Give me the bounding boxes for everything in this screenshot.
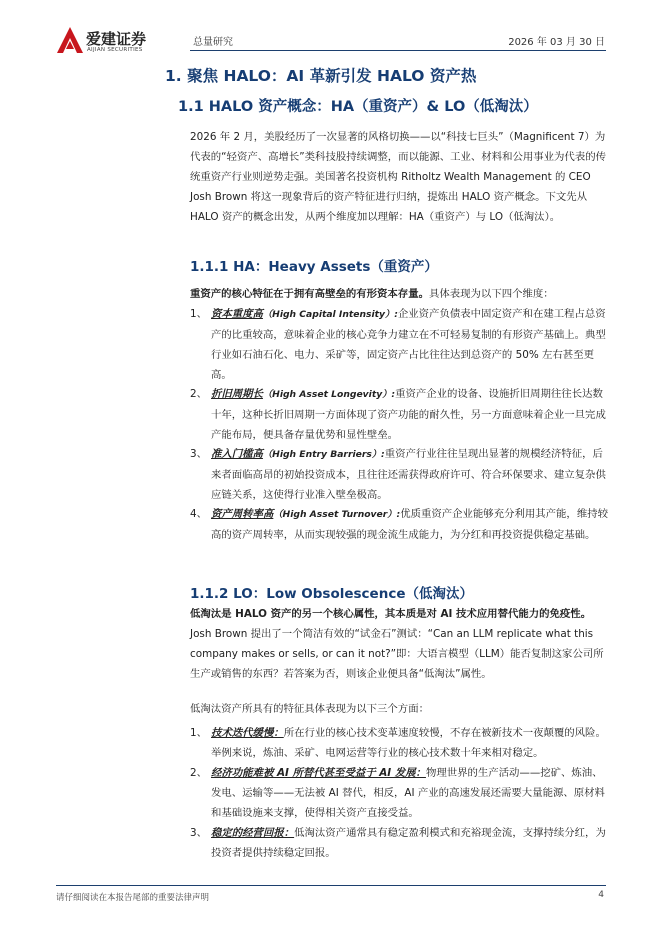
list-keyword: 经济功能难被 AI 所替代甚至受益于 AI 发展：	[211, 767, 426, 779]
ha-lead-bold: 重资产的核心特征在于拥有高壁垒的有形资本存量。	[190, 288, 429, 300]
list-text: 重资产企业的设备、设施折旧周期往往长达数十年，这种长折旧周期一方面体现了资产功能的耐久性，另一方面意味着企业一旦完成产能布局，便具备存量优势和显性壁垒。	[211, 388, 606, 441]
ha-list-item	[190, 304, 608, 385]
lo-lead-bold: 低淘汰是 HALO 资产的另一个核心属性，其本质是对 AI 技术应用替代能力的免疫性。	[190, 608, 592, 620]
lo-list-item	[190, 823, 608, 863]
list-text: 优质重资产企业能够充分利用其产能，维持较高的资产周转率，从而实现较强的现金流生成能力，为分红和再投资提供稳定基础。	[211, 508, 608, 541]
page-number: 4	[598, 890, 604, 900]
ha-list-item	[190, 384, 608, 445]
list-keyword-en: （High Asset Longevity）:	[262, 389, 396, 400]
list-keyword-en: （High Capital Intensity）:	[262, 309, 398, 320]
list-number: 2、	[190, 388, 208, 400]
list-keyword: 资本重度高	[211, 308, 263, 320]
intro-paragraph	[190, 127, 608, 227]
list-number: 2、	[190, 767, 208, 779]
logo-mark-icon	[56, 26, 84, 54]
list-number: 3、	[190, 448, 208, 460]
list-keyword: 资产周转率高	[211, 508, 274, 520]
lo-list-item	[190, 763, 608, 823]
lo-intro2	[190, 699, 608, 719]
lo-intro2-text: 低淘汰资产所具有的特征具体表现为以下三个方面：	[190, 703, 429, 715]
lo-list-item	[190, 723, 608, 763]
header-divider	[190, 50, 606, 51]
legal-notice: 请仔细阅读在本报告尾部的重要法律声明	[56, 893, 210, 903]
section-heading-1-1: 1.1 HALO 资产概念：HA（重资产）& LO（低淘汰）	[178, 99, 538, 115]
list-number: 1、	[190, 308, 208, 320]
ha-lead	[190, 284, 608, 304]
report-date: 2026 年 03 月 30 日	[508, 37, 605, 48]
list-keyword-en: （High Asset Turnover）:	[273, 509, 401, 520]
list-keyword: 技术迭代缓慢：	[211, 727, 284, 739]
list-text: 低淘汰资产通常具有稳定盈利模式和充裕现金流，支撑持续分红，为投资者提供持续稳定回报。	[211, 827, 606, 859]
ha-lead-rest: 具体表现为以下四个维度：	[428, 288, 554, 300]
section-heading-1-1-1: 1.1.1 HA：Heavy Assets（重资产）	[190, 259, 438, 275]
list-text: 物理世界的生产活动——挖矿、炼油、发电、运输等——无法被 AI 替代，相反，AI 产业的高速发展还需要大量能源、原材料和基础设施来支撑，使得相关资产直接受益。	[211, 767, 605, 819]
list-text: 企业资产负债表中固定资产和在建工程占总资产的比重较高，意味着企业的核心竞争力建立在不可轻易复制的有形资产基础上。典型行业如石油石化、电力、采矿等，固定资产占比往往达到总资产的 50% 左右甚至更高。	[211, 308, 606, 381]
list-keyword-en: （High Entry Barriers）:	[262, 449, 385, 460]
intro-text: 2026 年 2 月，美股经历了一次显著的风格切换——以“科技七巨头”（Magnificent 7）为代表的“轻资产、高增长”类科技股持续调整，而以能源、工业、材料和公用事业为代表的传统重资产行业则逆势走强。美国著名投资机构 Ritholtz Wealth Management 的 CEO Josh Brown 将这一现象背后的资产特征进行归纳，提炼出 HALO 资产概念。下文先从 HALO 资产的概念出发，从两个维度加以理解：HA（重资产）与 LO（低淘汰）。	[190, 131, 606, 223]
ha-list-item	[190, 504, 608, 545]
section-heading-1-1-2: 1.1.2 LO：Low Obsolescence（低淘汰）	[190, 586, 473, 602]
list-text: 重资产行业往往呈现出显著的规模经济特征，后来者面临高昂的初始投资成本，且往往还需获得政府许可、符合环保要求、建立复杂供应链关系，这使得行业准入壁垒极高。	[211, 448, 606, 501]
footer-divider	[56, 885, 606, 886]
list-keyword: 折旧周期长	[211, 388, 263, 400]
list-number: 3、	[190, 827, 208, 839]
report-section-label: 总量研究	[193, 37, 233, 48]
list-number: 4、	[190, 508, 208, 520]
list-number: 1、	[190, 727, 208, 739]
ha-list-item	[190, 444, 608, 505]
lo-lead	[190, 604, 608, 684]
list-keyword: 准入门槛高	[211, 448, 263, 460]
list-keyword: 稳定的经营回报：	[211, 827, 295, 839]
lo-lead-rest: Josh Brown 提出了一个简洁有效的“试金石”测试：“Can an LLM replicate what this company makes or sells, or can it not?”即：大语言模型（LLM）能否复制这家公司所生产或销售的东西？若答案为否，则该企业便具备“低淘汰”属性。	[190, 628, 604, 680]
company-logo	[56, 26, 168, 56]
list-text: 所在行业的核心技术变革速度较慢，不存在被新技术一夜颠覆的风险。举例来说，炼油、采矿、电网运营等行业的核心技术数十年来相对稳定。	[211, 727, 606, 759]
logo-text-cn: 爱建证券	[86, 30, 147, 48]
logo-text-en: AIJIAN SECURITIES	[87, 47, 143, 53]
section-heading-1: 1. 聚焦 HALO：AI 革新引发 HALO 资产热	[165, 67, 477, 85]
